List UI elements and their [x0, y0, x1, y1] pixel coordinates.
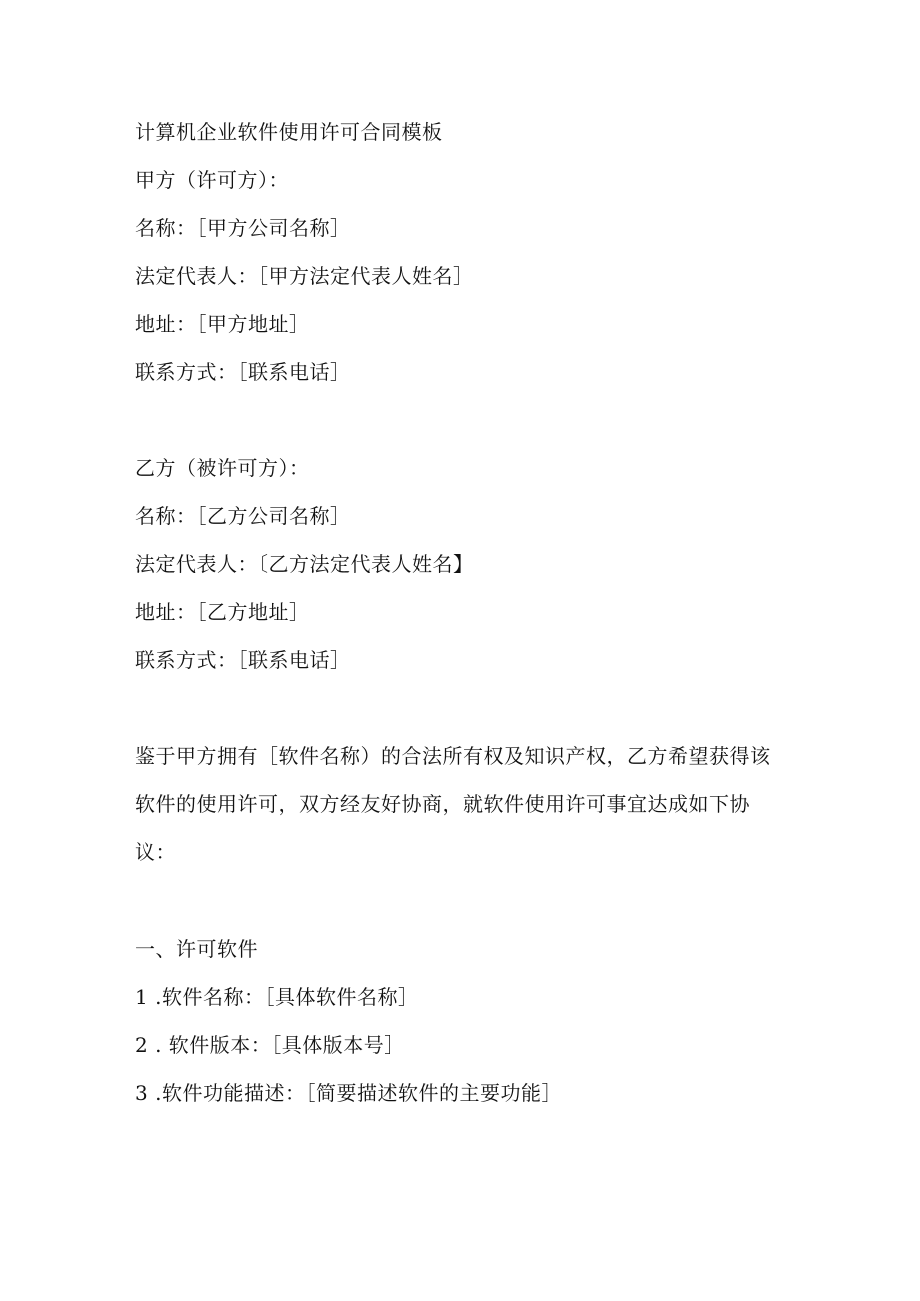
party-a-address: 地址：［甲方地址］: [135, 312, 310, 336]
party-b-name: 名称：［乙方公司名称］: [135, 504, 351, 528]
party-b-legal-rep: 法定代表人：〔乙方法定代表人姓名】: [135, 552, 474, 576]
preamble-line-1: 鉴于甲方拥有［软件名称）的合法所有权及知识产权，乙方希望获得该: [135, 744, 771, 768]
section-1-item-2: 2 . 软件版本：［具体版本号］: [135, 1033, 405, 1057]
document-title: 计算机企业软件使用许可合同模板: [135, 120, 443, 144]
party-a-heading: 甲方（许可方）：: [135, 168, 289, 192]
preamble-line-3: 议：: [135, 840, 176, 864]
preamble-line-2: 软件的使用许可，双方经友好协商，就软件使用许可事宜达成如下协: [135, 792, 750, 816]
party-b-address: 地址：［乙方地址］: [135, 600, 310, 624]
party-b-heading: 乙方（被许可方）：: [135, 456, 310, 480]
party-a-name: 名称：［甲方公司名称］: [135, 216, 351, 240]
section-1-item-1: 1 .软件名称：［具体软件名称］: [135, 985, 419, 1009]
section-1-heading: 一、许可软件: [135, 937, 258, 961]
party-b-contact: 联系方式：［联系电话］: [135, 648, 351, 672]
party-a-contact: 联系方式：［联系电话］: [135, 360, 351, 384]
party-a-legal-rep: 法定代表人：［甲方法定代表人姓名］: [135, 264, 474, 288]
section-1-item-3: 3 .软件功能描述：［简要描述软件的主要功能］: [135, 1081, 562, 1105]
